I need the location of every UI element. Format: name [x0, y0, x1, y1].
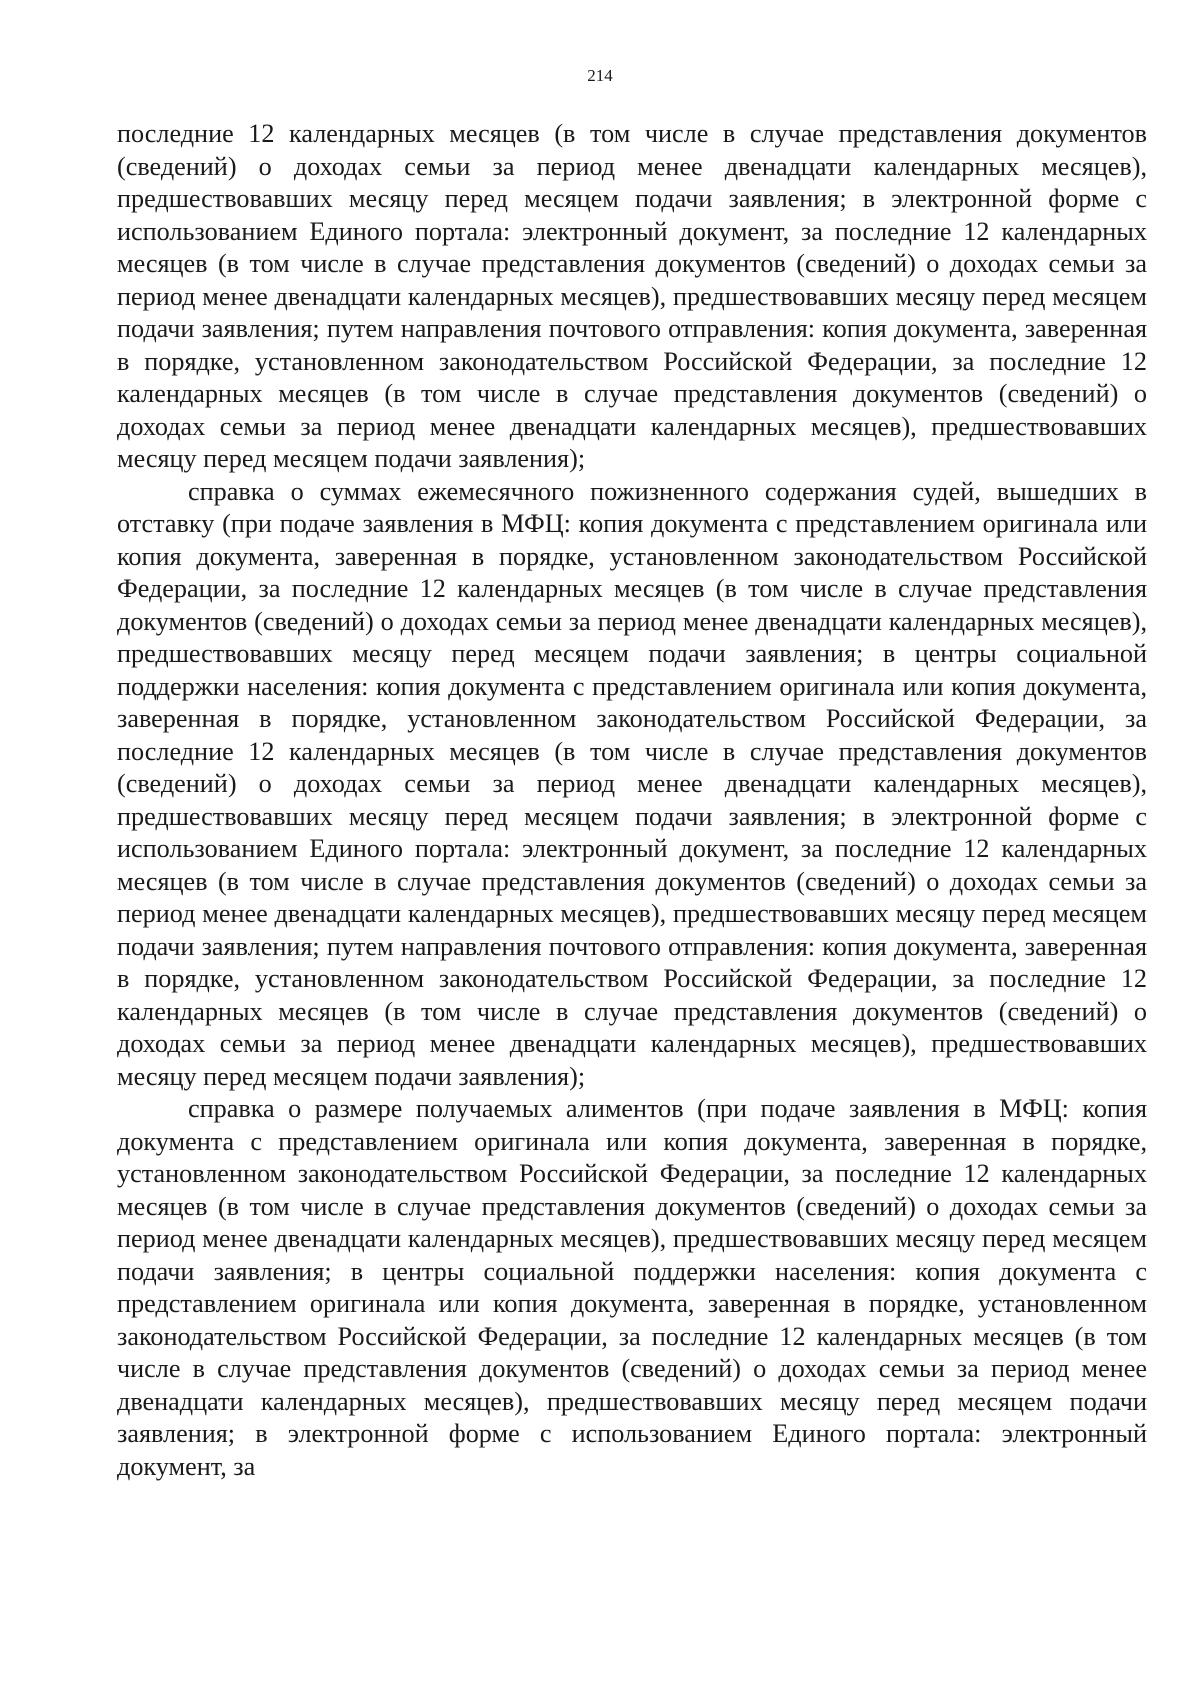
paragraph-judges-pension-certificate: справка о суммах ежемесячного пожизненного содержания судей, вышедших в отставку (при подаче заявления в МФЦ: копия документа с представлением оригинала или копия документа, заверенная в порядке, установленном законодательством Российской Федерации, за последние 12 календарных месяцев (в том числе в случае представления документов (сведений) о доходах семьи за период менее двенадцати календарных месяцев), предшествовавших месяцу перед месяцем подачи заявления; в центры социальной поддержки населения: копия документа с представлением оригинала или копия документа, заверенная в порядке, установленном законодательством Российской Федерации, за последние 12 календарных месяцев (в том числе в случае представления документов (сведений) о доходах семьи за период менее двенадцати календарных месяцев), предшествовавших месяцу перед месяцем подачи заявления; в электронной форме с использованием Единого портала: электронный документ, за последние 12 календарных месяцев (в том числе в случае представления документов (сведений) о доходах семьи за период менее двенадцати календарных месяцев), предшествовавших месяцу перед месяцем подачи заявления; путем направления почтового отправления: копия документа, заверенная в порядке, установленном законодательством Российской Федерации, за последние 12 календарных месяцев (в том числе в случае представления документов (сведений) о доходах семьи за период менее двенадцати календарных месяцев), предшествовавших месяцу перед месяцем подачи заявления);: [117, 476, 1147, 1091]
page-number: 214: [587, 66, 613, 85]
paragraph-alimony-certificate: справка о размере получаемых алиментов (при подаче заявления в МФЦ: копия документа с представлением оригинала или копия документа, заверенная в порядке, установленном законодательством Российской Федерации, за последние 12 календарных месяцев (в том числе в случае представления документов (сведений) о доходах семьи за период менее двенадцати календарных месяцев), предшествовавших месяцу перед месяцем подачи заявления; в центры социальной поддержки населения: копия документа с представлением оригинала или копия документа, заверенная в порядке, установленном законодательством Российской Федерации, за последние 12 календарных месяцев (в том числе в случае представления документов (сведений) о доходах семьи за период менее двенадцати календарных месяцев), предшествовавших месяцу перед месяцем подачи заявления; в электронной форме с использованием Единого портала: электронный документ, за: [117, 1094, 1147, 1481]
document-body: [117, 118, 1147, 1483]
paragraph-continuation: последние 12 календарных месяцев (в том числе в случае представления документов (сведений) о доходах семьи за период менее двенадцати календарных месяцев), предшествовавших месяцу перед месяцем подачи заявления; в электронной форме с использованием Единого портала: электронный документ, за последние 12 календарных месяцев (в том числе в случае представления документов (сведений) о доходах семьи за период менее двенадцати календарных месяцев), предшествовавших месяцу перед месяцем подачи заявления; путем направления почтового отправления: копия документа, заверенная в порядке, установленном законодательством Российской Федерации, за последние 12 календарных месяцев (в том числе в случае представления документов (сведений) о доходах семьи за период менее двенадцати календарных месяцев), предшествовавших месяцу перед месяцем подачи заявления);: [117, 119, 1147, 473]
